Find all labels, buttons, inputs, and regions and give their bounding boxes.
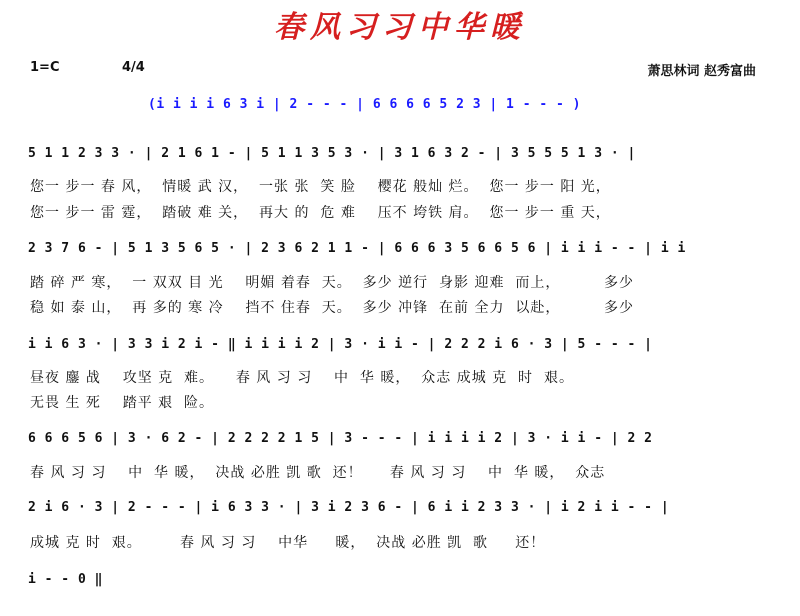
intro-notation: (i i i i 6 3 i | 2 - - - | 6 6 6 6 5 2 3 | 1 - - - ) (148, 97, 581, 112)
lyrics-line-1-verse-2: 您一 步一 雷 霆， 踏破 难 关， 再大 的 危 难 压不 垮铁 肩。 您一 步一 重 天， (30, 205, 611, 221)
notation-line-3: i i 6 3 · | 3 3 i 2 i - ‖ i i i i 2 | 3 · i i - | 2 2 2 i 6 · 3 | 5 - - - | (28, 337, 653, 352)
lyrics-line-2-verse-1: 踏 碎 严 寒， 一 双双 目 光 明媚 着春 天。 多少 逆行 身影 迎难 而上， 多少 (30, 275, 634, 291)
credits: 萧思林词 赵秀富曲 (647, 64, 756, 79)
notation-line-6: i - - 0 ‖ (28, 572, 103, 587)
notation-line-1: 5 1 1 2 3 3 · | 2 1 6 1 - | 5 1 1 3 5 3 · | 3 1 6 3 2 - | 3 5 5 5 1 3 · | (28, 146, 636, 161)
lyrics-line-5-verse-1: 成城 克 时 艰。 春 风 习 习 中华 暖， 决战 必胜 凯 歌 还！ (30, 535, 546, 551)
lyrics-line-3-verse-1: 昼夜 鏖 战 攻坚 克 难。 春 风 习 习 中 华 暖， 众志 成城 克 时 艰。 (30, 370, 574, 386)
notation-line-2: 2 3 7 6 - | 5 1 3 5 6 5 · | 2 3 6 2 1 1 - | 6 6 6 3 5 6 6 5 6 | i i i - - | i i (28, 241, 686, 256)
lyrics-line-2-verse-2: 稳 如 泰 山， 再 多的 寒 冷 挡不 住春 天。 多少 冲锋 在前 全力 以赴， 多少 (30, 300, 634, 316)
lyrics-line-4-verse-1: 春 风 习 习 中 华 暖， 决战 必胜 凯 歌 还！ 春 风 习 习 中 华 暖， 众志 (30, 465, 606, 481)
time-signature: 4/4 (122, 60, 145, 75)
lyrics-line-1-verse-1: 您一 步一 春 风， 情暖 武 汉， 一张 张 笑 脸 樱花 般灿 烂。 您一 步一 阳 光， (30, 179, 611, 195)
key-signature: 1=C (30, 60, 60, 75)
song-title: 春风习习中华暖 (274, 10, 526, 45)
lyrics-line-3-verse-2: 无畏 生 死 踏平 艰 险。 (30, 395, 215, 411)
notation-line-4: 6 6 6 5 6 | 3 · 6 2 - | 2 2 2 2 1 5 | 3 - - - | i i i i 2 | 3 · i i - | 2 2 (28, 431, 653, 446)
notation-line-5: 2 i 6 · 3 | 2 - - - | i 6 3 3 · | 3 i 2 3 6 - | 6 i i 2 3 3 · | i 2 i i - - | (28, 500, 670, 515)
